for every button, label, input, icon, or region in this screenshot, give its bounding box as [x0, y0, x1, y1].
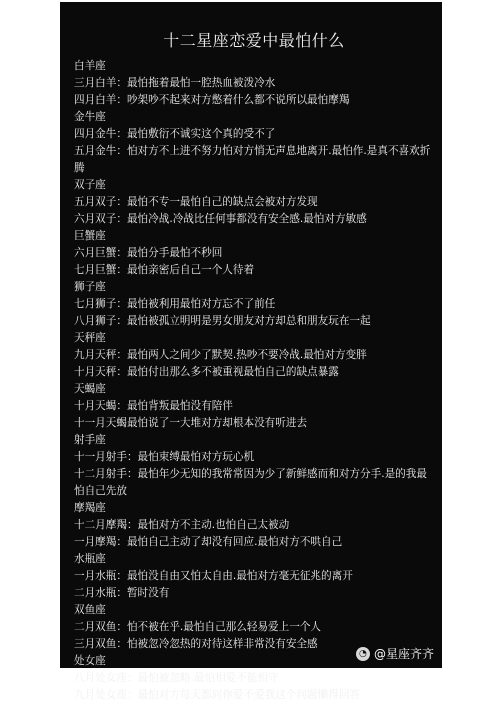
text-line: 十月天蝎：最怕背叛最怕没有陪伴	[74, 400, 233, 412]
sign-heading: 天蝎座	[74, 383, 106, 395]
text-line: 五月金牛：怕对方不上进不努力怕对方悄无声息地离开.最怕作.是真不喜欢折腾	[74, 145, 431, 174]
page-title: 十二星座恋爱中最怕什么	[163, 31, 345, 50]
text-line: 十一月天蝎最怕说了一大堆对方却根本没有听进去	[74, 417, 308, 429]
text-line: 二月水瓶：暂时没有	[74, 587, 170, 599]
sign-heading: 摩羯座	[74, 502, 106, 514]
text-line: 十月天秤：最怕付出那么多不被重视最怕自己的缺点暴露	[74, 366, 339, 378]
text-line: 四月白羊：吵架吵不起来对方憋着什么都不说所以最怕摩羯	[74, 94, 350, 106]
text-line: 八月狮子：最怕被孤立明明是男女朋友对方却总和朋友玩在一起	[74, 315, 371, 327]
text-line: 六月巨蟹：最怕分手最怕不秒回	[74, 247, 223, 259]
text-line: 七月巨蟹：最怕亲密后自己一个人待着	[74, 264, 255, 276]
text-line: 三月双鱼：怕被忽冷忽热的对待这样非常没有安全感	[74, 638, 318, 650]
sign-heading: 狮子座	[74, 281, 106, 293]
text-line: 十二月摩羯：最怕对方不主动.也怕自己太被动	[74, 519, 290, 531]
watermark	[356, 645, 434, 662]
sign-heading: 射手座	[74, 434, 106, 446]
text-line: 十一月射手：最怕束缚最怕对方玩心机	[74, 451, 255, 463]
text-line: 二月双鱼：怕不被在乎.最怕自己那么轻易爱上一个人	[74, 621, 322, 633]
sign-heading: 天秤座	[74, 332, 106, 344]
text-line: 六月双子：最怕冷战.冷战比任何事都没有安全感.最怕对方敏感	[74, 213, 367, 225]
text-line: 七月狮子：最怕被利用最怕对方忘不了前任	[74, 298, 276, 310]
sign-heading: 巨蟹座	[74, 230, 106, 242]
text-line: 一月水瓶：最怕没自由又怕太自由.最怕对方毫无征兆的离开	[74, 570, 353, 582]
sign-heading: 白羊座	[74, 60, 106, 72]
text-line: 九月天秤：最怕两人之间少了默契.热吵不要冷战.最怕对方变胖	[74, 349, 367, 361]
text-line: 五月双子：最怕不专一最怕自己的缺点会被对方发现	[74, 196, 318, 208]
poster-card	[60, 2, 442, 701]
text-line: 四月金牛：最怕敷衍不诚实这个真的受不了	[74, 128, 276, 140]
sign-heading: 双子座	[74, 179, 106, 191]
text-line: 十二月射手：最怕年少无知的我常常因为少了新鲜感而和对方分手.是的我最怕自己先放	[74, 468, 427, 497]
sign-heading: 水瓶座	[74, 553, 106, 565]
text-line: 九月处女座：最怕对方每天都问你爱不爱我这个问题懒得回答	[74, 689, 361, 701]
sign-heading: 金牛座	[74, 111, 106, 123]
text-line: 三月白羊：最怕拖着最怕一腔热血被泼冷水	[74, 77, 276, 89]
sign-heading: 双鱼座	[74, 604, 106, 616]
sign-heading: 处女座	[74, 655, 106, 667]
text-list	[74, 58, 434, 704]
chat-bubble-icon: ◔	[356, 647, 370, 661]
watermark-text: @星座齐齐	[373, 647, 434, 661]
text-line: 八月处女座：最怕被忽略.最怕相爱不能相守	[74, 672, 279, 684]
text-line: 一月摩羯：最怕自己主动了却没有回应.最怕对方不哄自己	[74, 536, 343, 548]
